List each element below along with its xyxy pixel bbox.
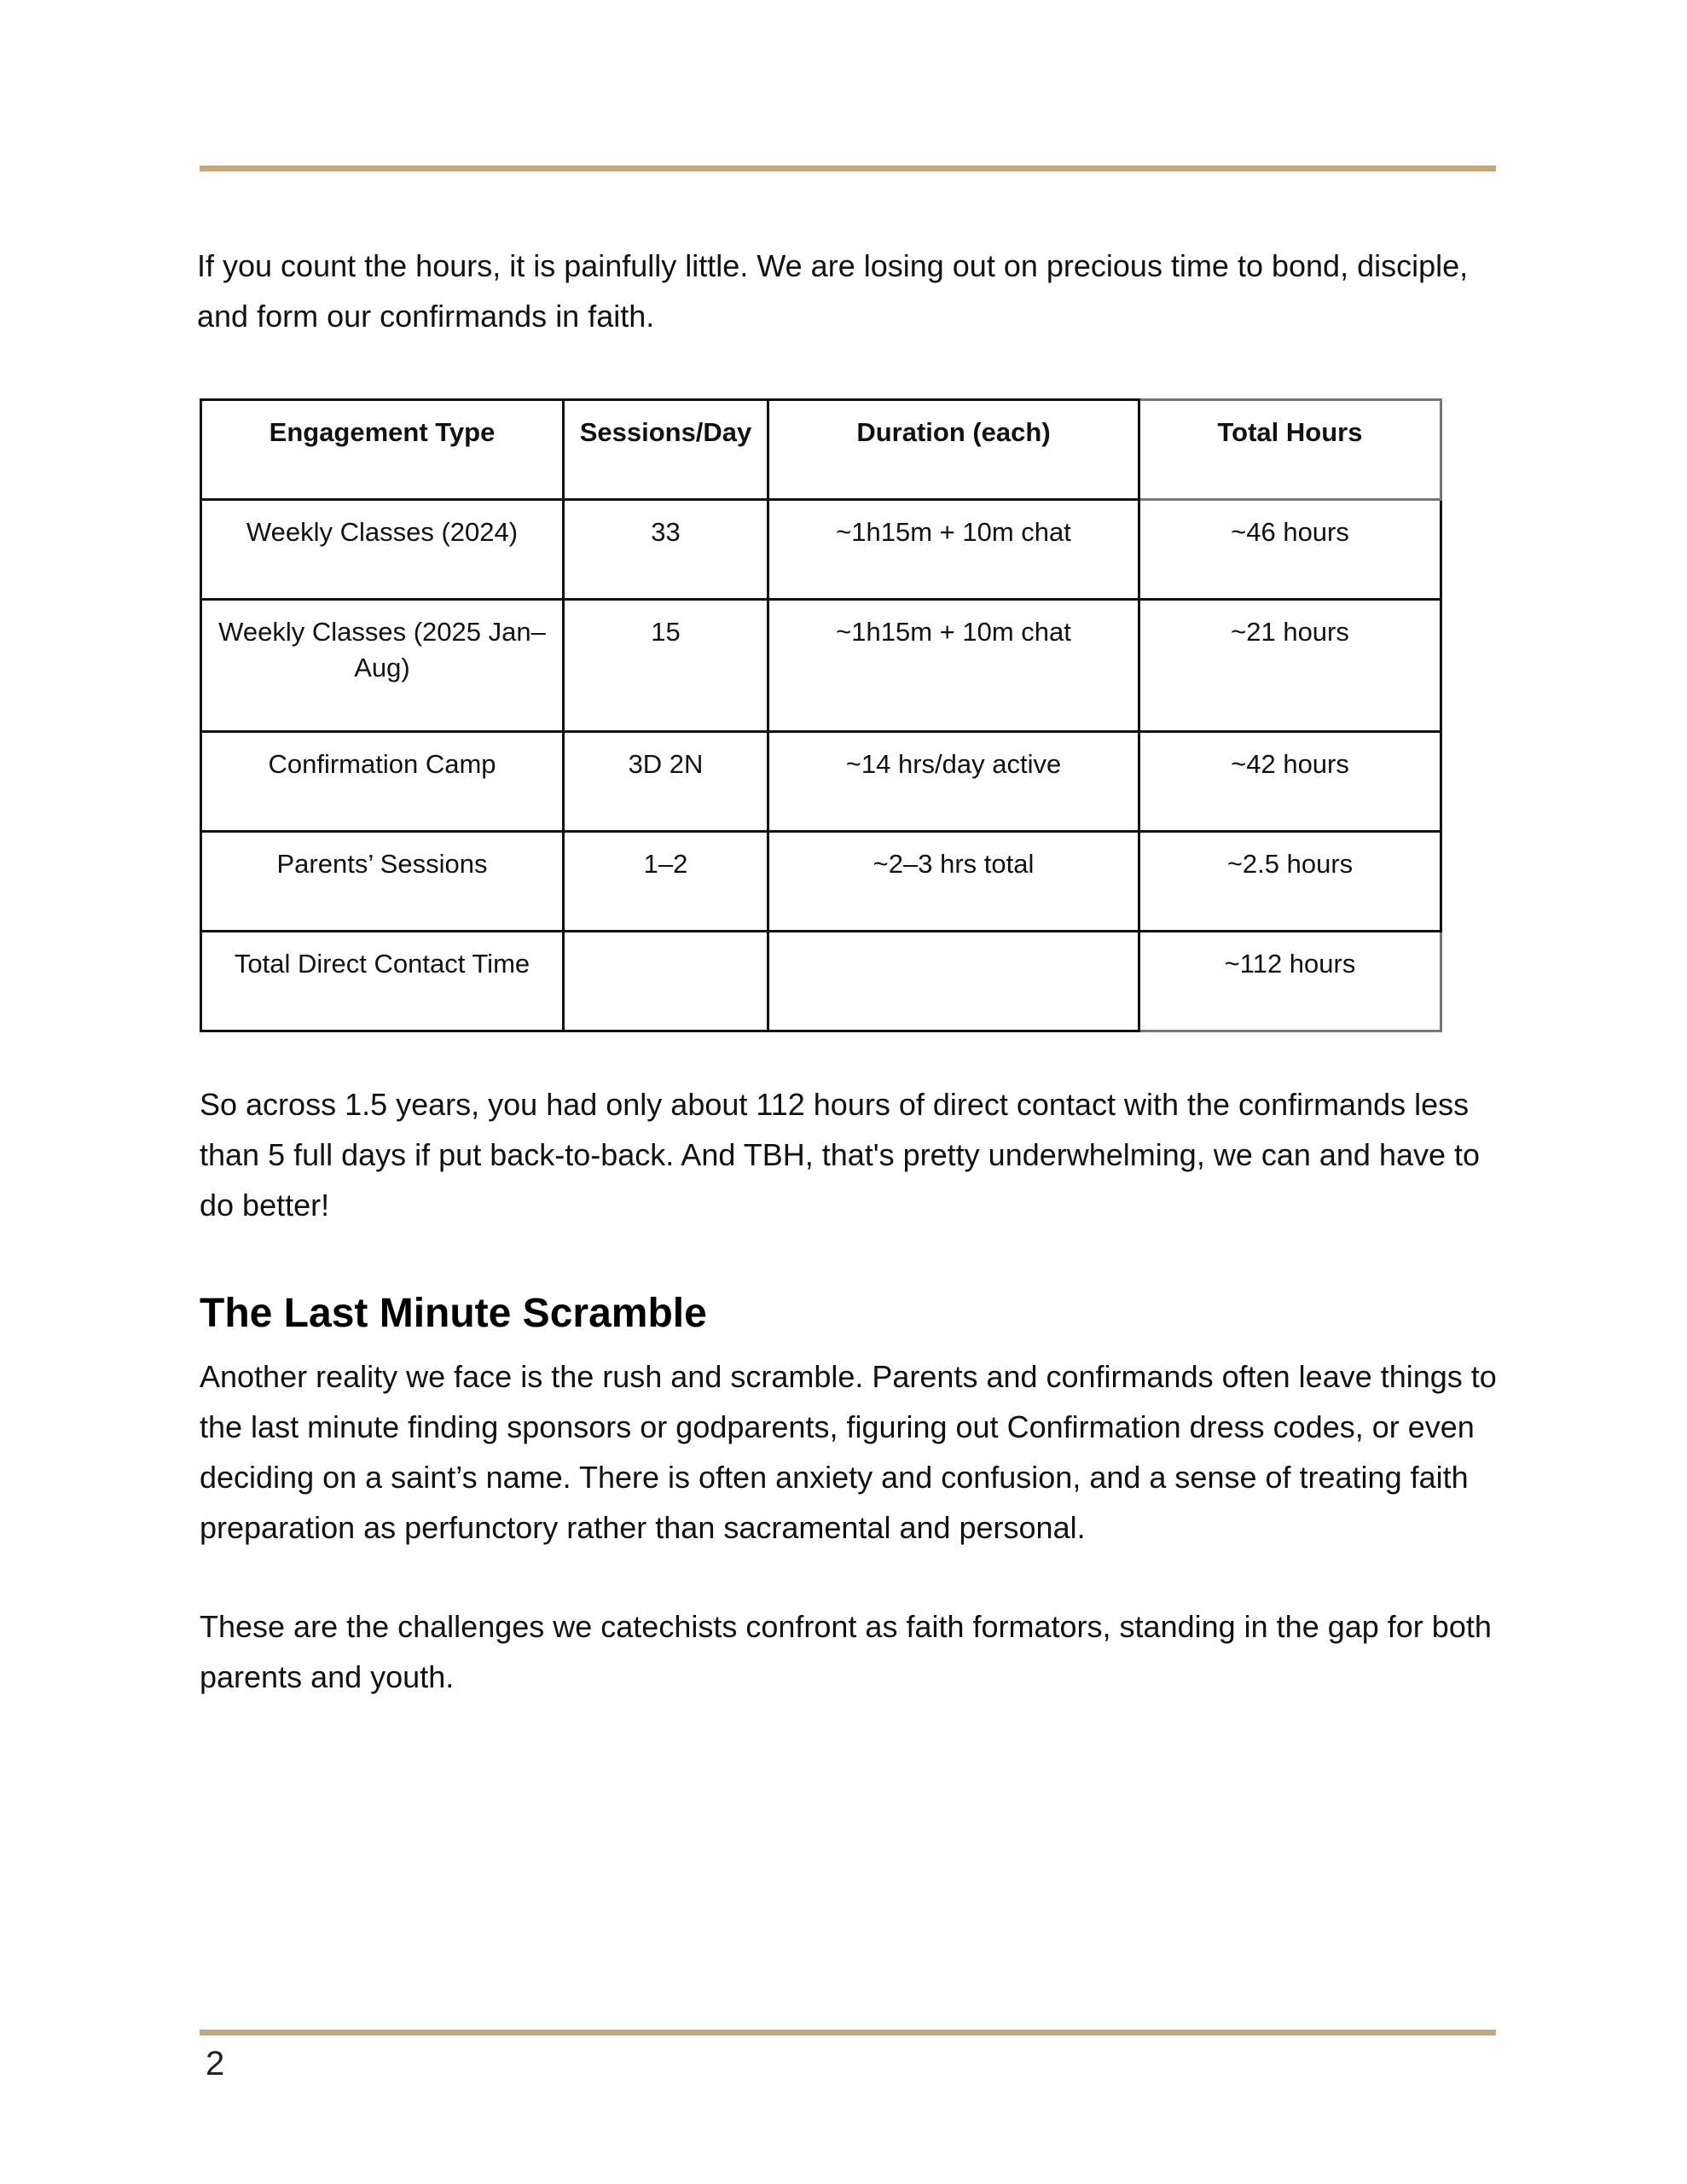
- header-total-hours: Total Hours: [1139, 400, 1441, 500]
- header-duration: Duration (each): [768, 400, 1139, 500]
- footer-divider: [200, 2030, 1496, 2036]
- cell-duration: ~1h15m + 10m chat: [768, 500, 1139, 600]
- cell-duration: ~14 hrs/day active: [768, 732, 1139, 832]
- cell-sessions: 15: [564, 600, 768, 732]
- cell-engagement-type: Weekly Classes (2024): [201, 500, 564, 600]
- cell-engagement-type: Confirmation Camp: [201, 732, 564, 832]
- cell-duration: ~1h15m + 10m chat: [768, 600, 1139, 732]
- table-total-row: [201, 932, 1441, 1031]
- table-row: [201, 832, 1441, 932]
- cell-total-hours: ~112 hours: [1139, 932, 1441, 1031]
- cell-total-hours: ~2.5 hours: [1139, 832, 1441, 932]
- cell-duration: [768, 932, 1139, 1031]
- page-number: 2: [206, 2045, 225, 2082]
- table-row: [201, 600, 1441, 732]
- table-header-row: [201, 400, 1441, 500]
- cell-sessions: [564, 932, 768, 1031]
- section-heading: The Last Minute Scramble: [200, 1291, 707, 1336]
- cell-sessions: 33: [564, 500, 768, 600]
- table-row: [201, 500, 1441, 600]
- cell-sessions: 1–2: [564, 832, 768, 932]
- cell-total-hours: ~21 hours: [1139, 600, 1441, 732]
- intro-paragraph: If you count the hours, it is painfully little. We are losing out on precious time to bond, disciple, and form our confirmands in faith.: [197, 248, 1469, 334]
- cell-total-hours: ~42 hours: [1139, 732, 1441, 832]
- header-divider: [200, 166, 1496, 171]
- cell-sessions: 3D 2N: [564, 732, 768, 832]
- cell-engagement-type: Total Direct Contact Time: [201, 932, 564, 1031]
- challenges-paragraph: These are the challenges we catechists confront as faith formators, standing in the gap for both parents and youth.: [200, 1609, 1492, 1694]
- header-engagement-type: Engagement Type: [201, 400, 564, 500]
- header-sessions-day: Sessions/Day: [564, 400, 768, 500]
- cell-engagement-type: Weekly Classes (2025 Jan–Aug): [201, 600, 564, 732]
- cell-engagement-type: Parents’ Sessions: [201, 832, 564, 932]
- contact-hours-table: [200, 398, 1442, 1032]
- table-row: [201, 732, 1441, 832]
- cell-duration: ~2–3 hrs total: [768, 832, 1139, 932]
- cell-total-hours: ~46 hours: [1139, 500, 1441, 600]
- scramble-paragraph: Another reality we face is the rush and scramble. Parents and confirmands often leave things to the last minute finding sponsors or godparents, figuring out Confirmation dress codes, or even deciding on a saint’s name. There is often anxiety and confusion, and a sense of treating faith preparation as perfunctory rather than sacramental and personal.: [200, 1359, 1497, 1545]
- summary-paragraph: So across 1.5 years, you had only about 112 hours of direct contact with the confirmands less than 5 full days if put back-to-back. And TBH, that's pretty underwhelming, we can and have to do better!: [200, 1087, 1481, 1223]
